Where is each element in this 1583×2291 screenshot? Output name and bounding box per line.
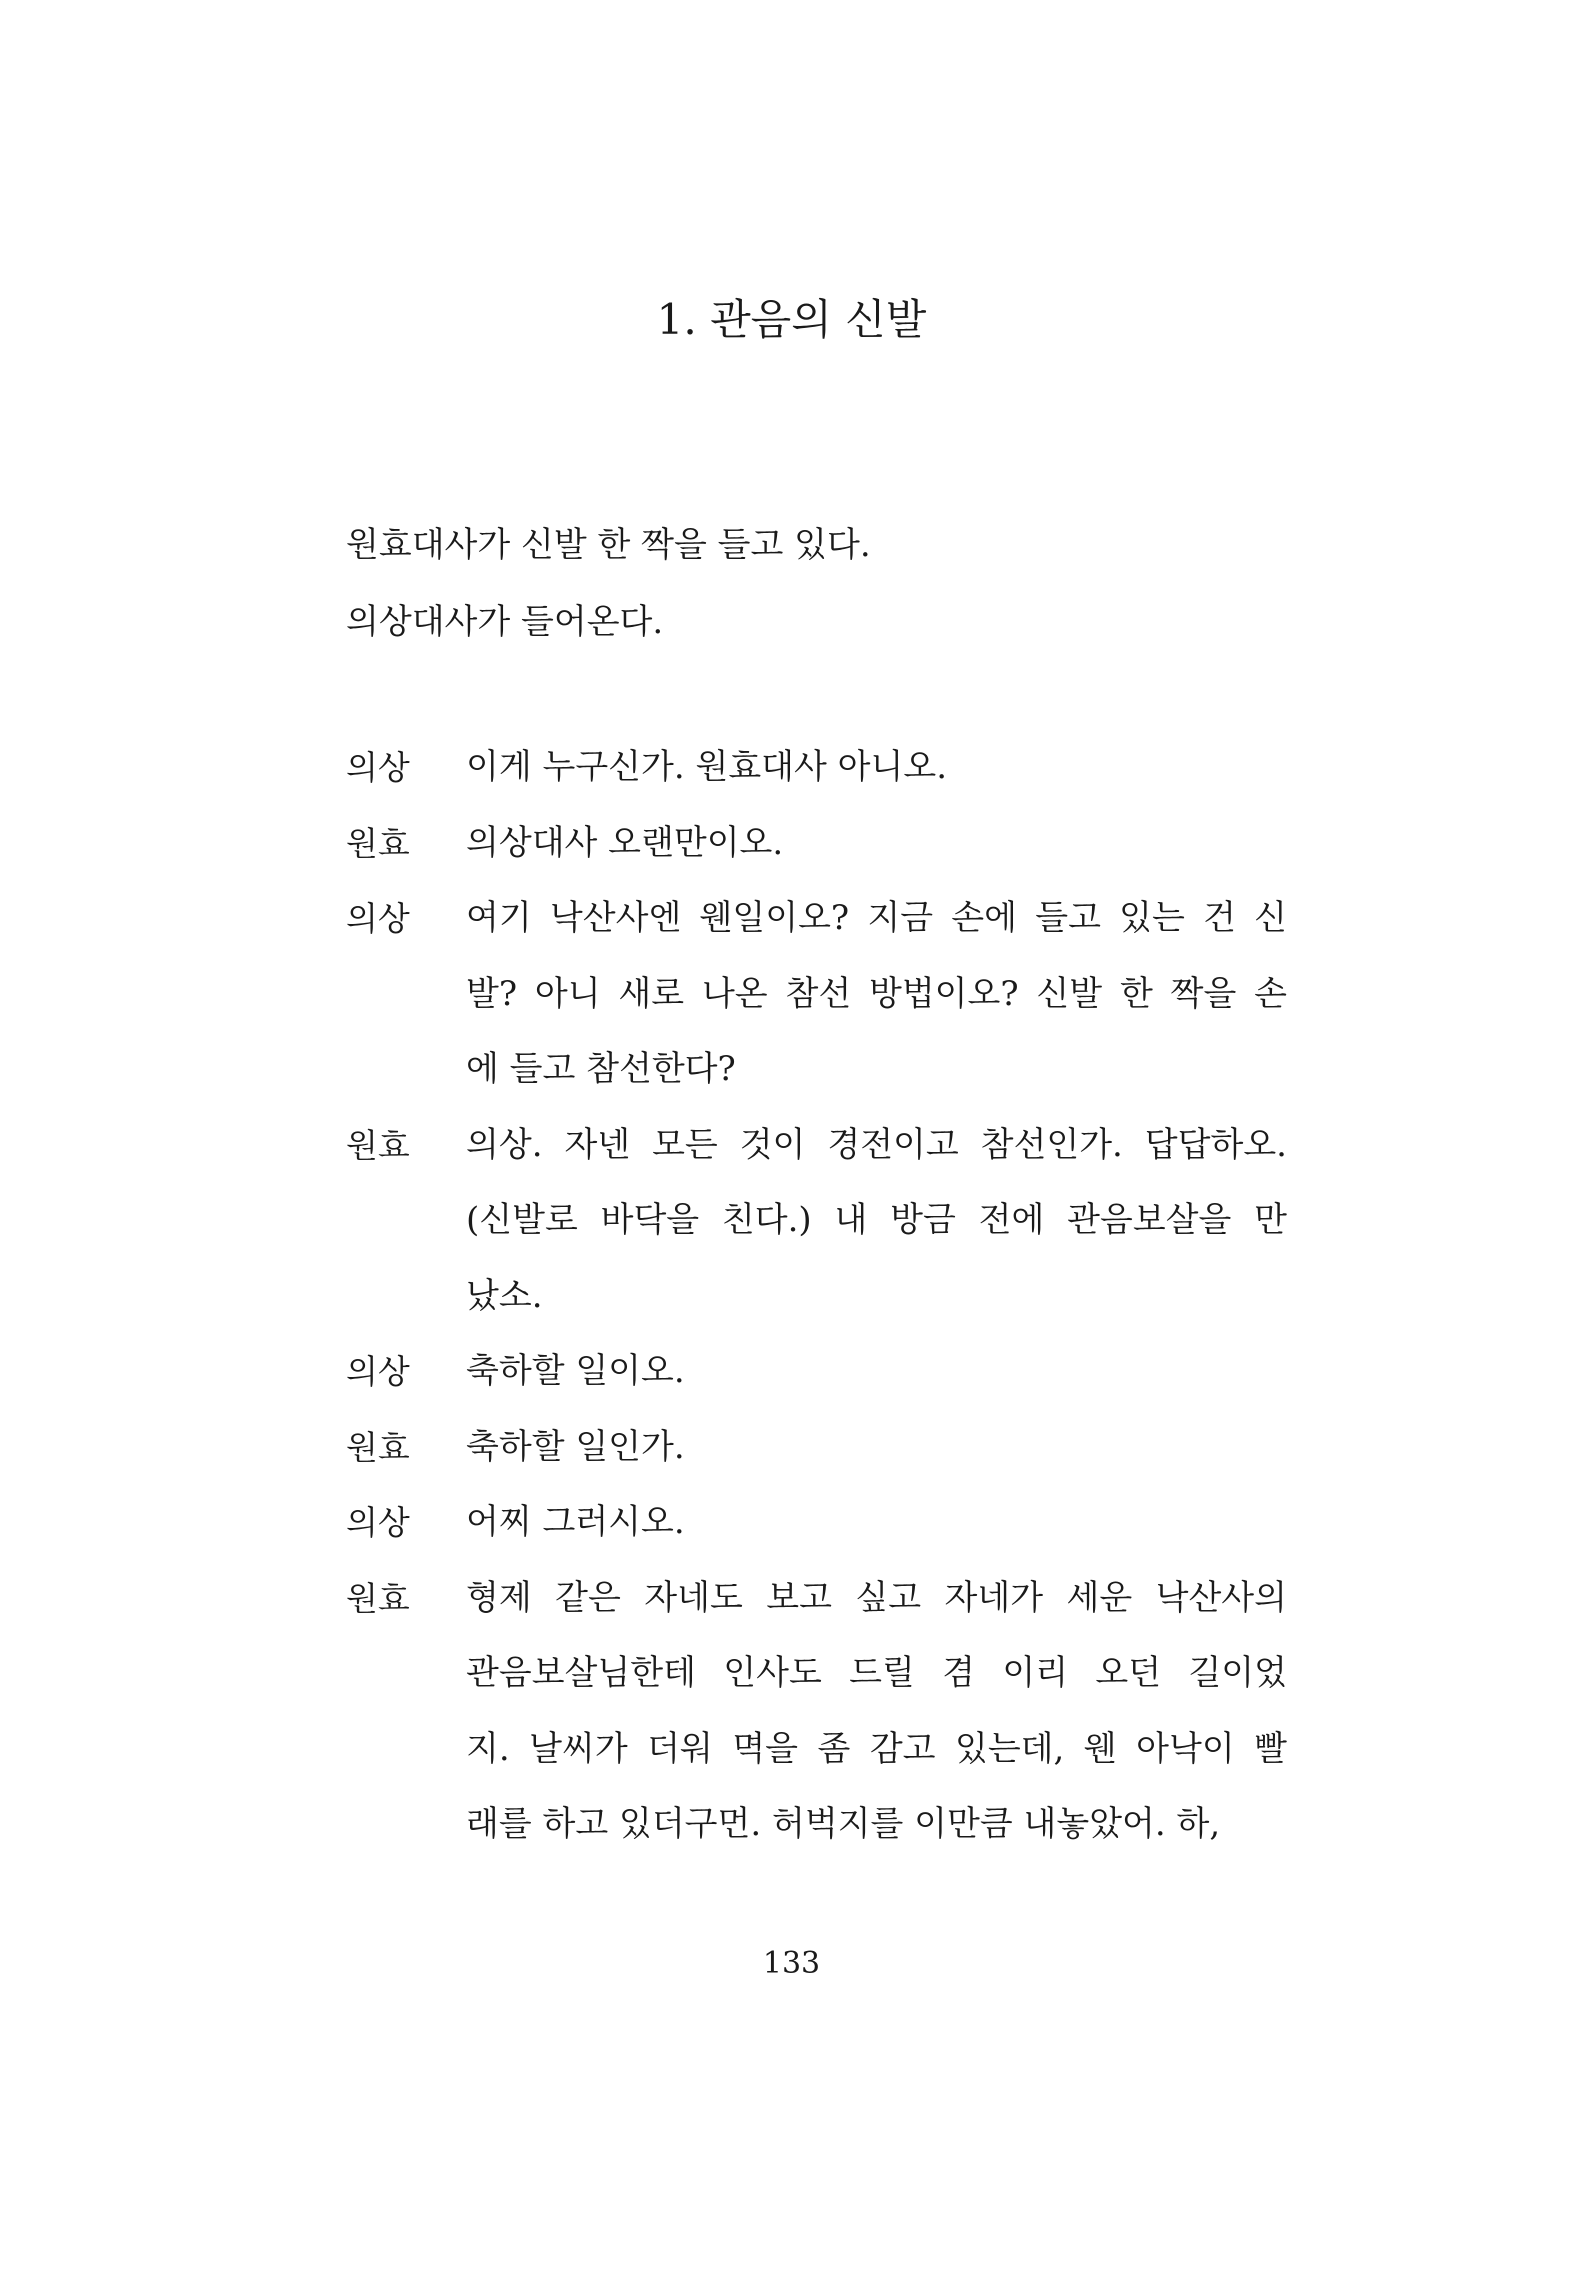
stage-direction: 원효대사가 신발 한 짝을 들고 있다. <box>346 525 871 565</box>
speech-line: 관음보살님한테 인사도 드릴 겸 이리 오던 길이었 <box>466 1653 1287 1693</box>
page-number: 133 <box>762 1946 821 1981</box>
speech-line: 발? 아니 새로 나온 참선 방법이오? 신발 한 짝을 손 <box>466 973 1287 1014</box>
dialogue-entry <box>346 1561 1287 1863</box>
dialogue-entry <box>346 730 1287 806</box>
speech-line: 에 들고 참선한다? <box>466 1049 736 1089</box>
speech <box>466 1108 1287 1335</box>
speech <box>466 730 1287 806</box>
dialogue-entry <box>346 1108 1287 1335</box>
dialogue-entry <box>346 1485 1287 1561</box>
speech-line: 여기 낙산사엔 웬일이오? 지금 손에 들고 있는 건 신 <box>466 898 1287 938</box>
stage-direction: 의상대사가 들어온다. <box>346 602 664 642</box>
speaker-name: 원효 <box>346 1578 410 1618</box>
speech-line: 의상. 자넨 모든 것이 경전이고 참선인가. 답답하오. <box>466 1124 1287 1165</box>
speech-line: 의상대사 오랜만이오. <box>466 822 784 863</box>
speech-line: 래를 하고 있더구먼. 허벅지를 이만큼 내놓았어. 하, <box>466 1804 1221 1844</box>
chapter-title: 1. 관음의 신발 <box>656 295 927 344</box>
dialogue-entry <box>346 1410 1287 1486</box>
speaker-name: 원효 <box>346 1427 410 1467</box>
speech-line: 이게 누구신가. 원효대사 아니오. <box>466 747 948 787</box>
speech-line: 형제 같은 자네도 보고 싶고 자네가 세운 낙산사의 <box>466 1577 1287 1618</box>
speech <box>466 1561 1287 1863</box>
speech <box>466 806 1287 882</box>
speaker-name: 원효 <box>346 1125 410 1165</box>
speech-line: 어찌 그러시오. <box>466 1502 685 1542</box>
speaker-name: 의상 <box>346 748 410 787</box>
speaker-name: 의상 <box>346 899 410 938</box>
speaker-name: 의상 <box>346 1352 410 1391</box>
speaker-name: 원효 <box>346 823 410 863</box>
dialogue <box>346 730 1287 1863</box>
speech <box>466 1410 1287 1486</box>
speech <box>466 881 1287 1108</box>
speaker-name: 의상 <box>346 1503 410 1542</box>
dialogue-entry <box>346 1334 1287 1410</box>
speech-line: (신발로 바닥을 친다.) 내 방금 전에 관음보살을 만 <box>466 1200 1287 1240</box>
dialogue-entry <box>346 881 1287 1108</box>
speech-line: 축하할 일인가. <box>466 1426 685 1467</box>
speech <box>466 1485 1287 1561</box>
speech-line: 축하할 일이오. <box>466 1351 685 1391</box>
speech-line: 지. 날씨가 더워 멱을 좀 감고 있는데, 웬 아낙이 빨 <box>466 1728 1287 1769</box>
stage-directions <box>346 507 1287 661</box>
speech-line: 났소. <box>466 1275 543 1316</box>
speech <box>466 1334 1287 1410</box>
dialogue-entry <box>346 806 1287 882</box>
